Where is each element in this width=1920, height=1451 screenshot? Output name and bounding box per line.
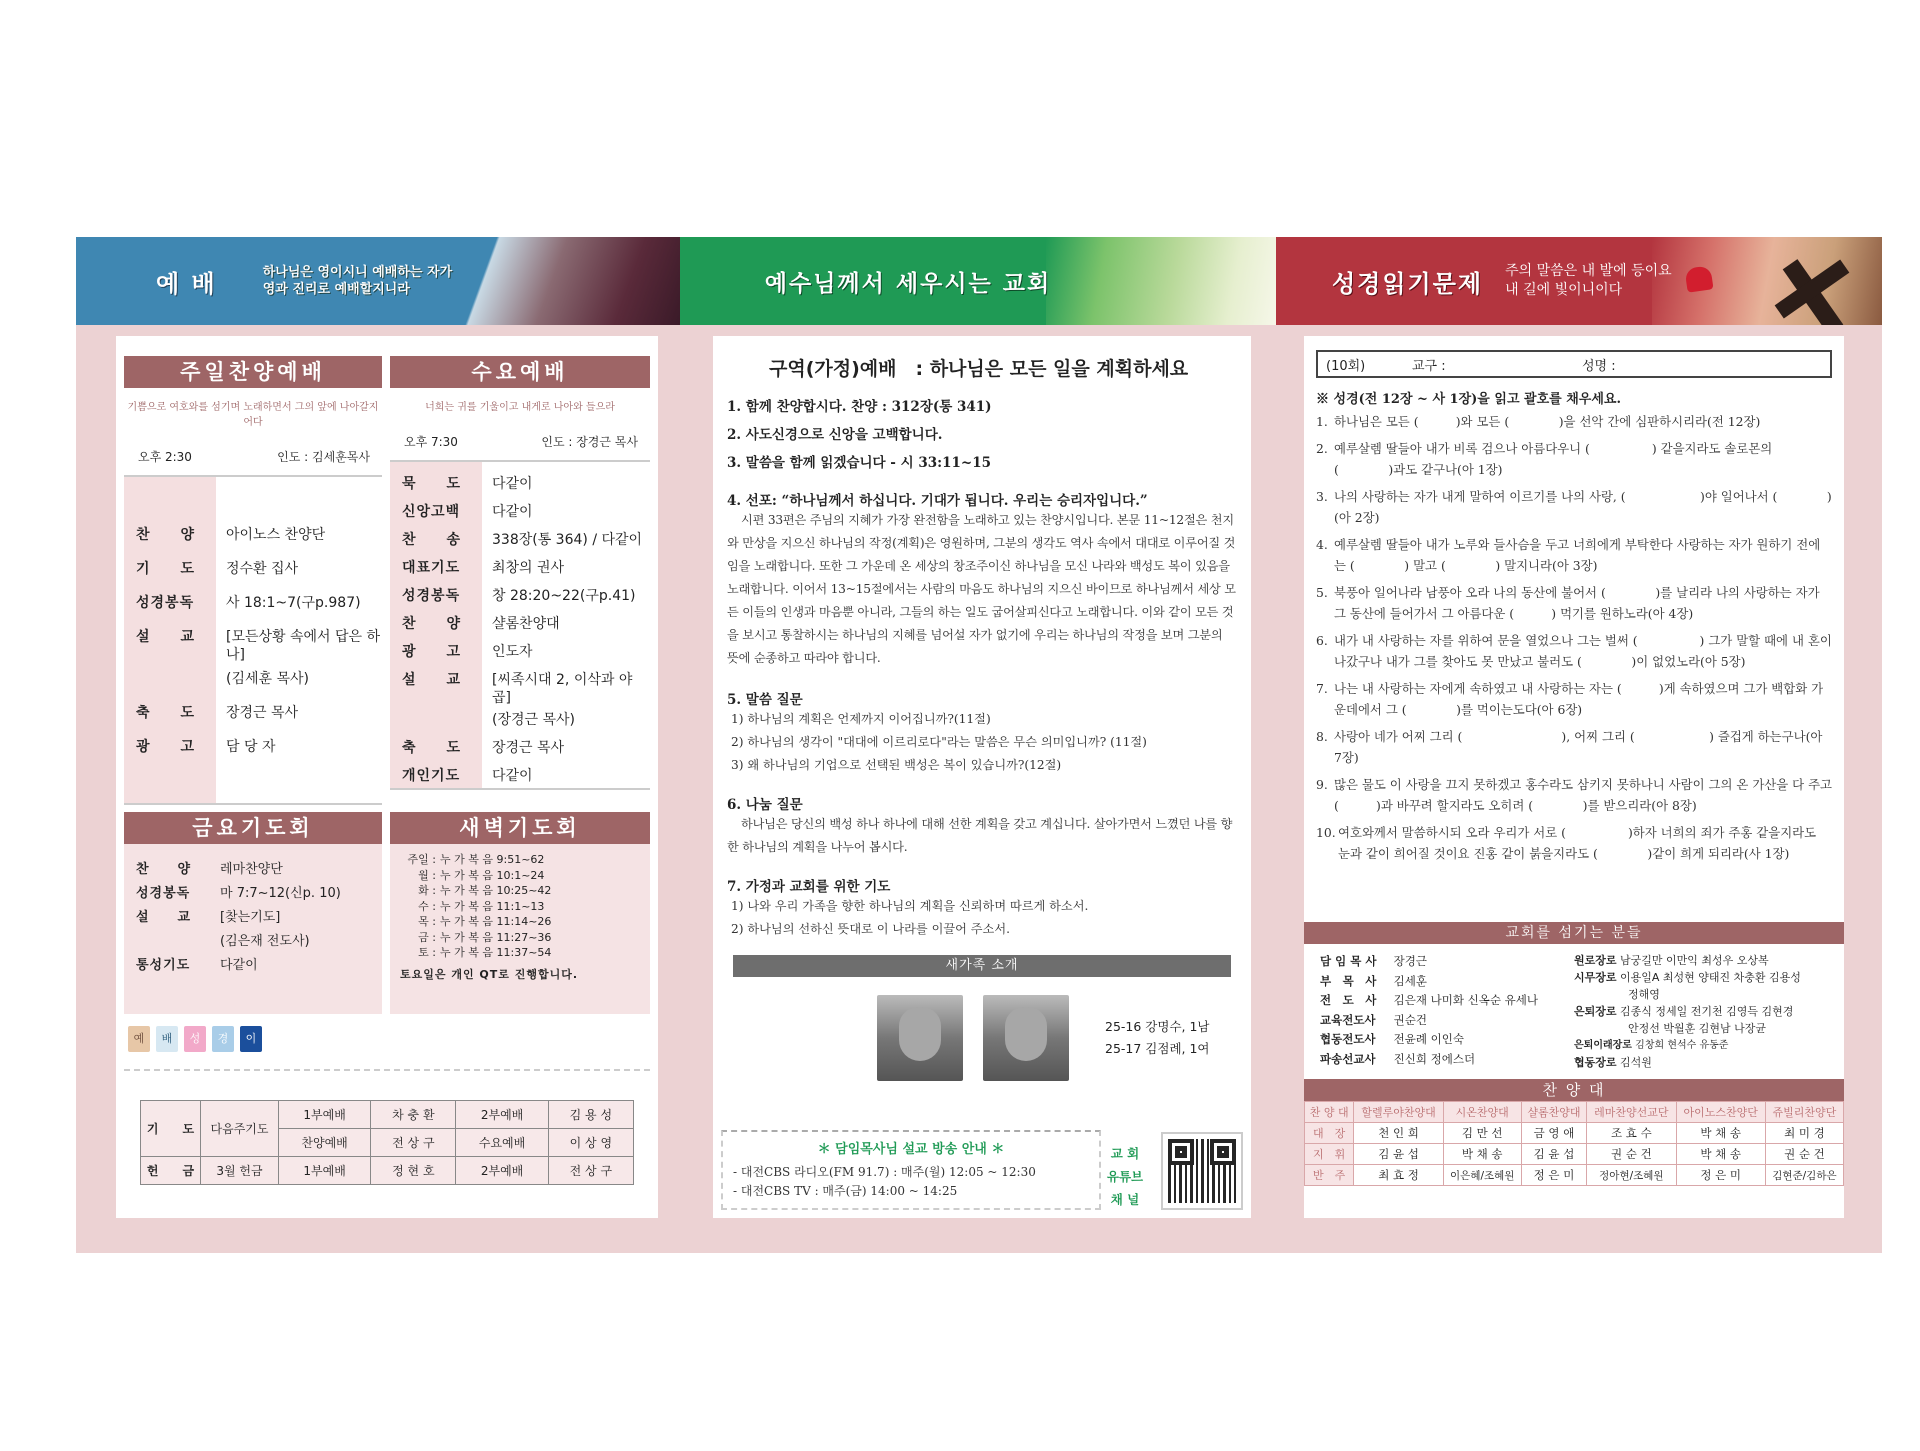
quiz-questions	[1316, 411, 1832, 864]
order-row: 찬 양 아이노스 찬양단	[136, 527, 326, 543]
sunday-order	[124, 475, 382, 805]
sharing-text: 하나님은 당신의 백성 하나 하나에 대해 선한 계획을 갖고 계십니다. 살아가면서 느꼈던 나를 향한 하나님의 계획을 나누어 봅시다.	[727, 817, 1233, 854]
choir-header-row: 찬 양 대 할렐루야찬양대 시온찬양대 샬롬찬양대 레마찬양선교단 아이노스찬양단 쥬빌리찬양단	[1305, 1102, 1844, 1123]
staff-section	[1304, 922, 1844, 1186]
cell-sermon: 시편 33편은 주님의 지혜가 가장 완전함을 노래하고 있는 찬양시입니다. 본문 11~12절은 천지와 만상을 지으신 하나님의 작정(계획)은 영원하며, 그분의 생각도 역사 속에서 대대로 이루어질 것임을 노래합니다. 또한 그 가운데 온 세상의 창조주이신 하나님을 모신 나라와 백성도 복이 있음을 노래합니다. 이어서 13~15절에서는 사람의 마음도 하나님의 지으신 바이므로 하나님께서 세상 모든 이들의 인생과 마음뿐 아니라, 그들의 하는 일도 굽어살피신다고 노래합니다. 이와 같이 모든 것을 보시고 통찰하시는 하나님의 지혜를 넘어설 자가 없기에 우리는 하나님의 작정을 보며 그분의 뜻에 순종하고 따라야 합니다.	[727, 513, 1236, 665]
bible-banner	[1276, 237, 1882, 325]
staff-row: 교육전도사 권순건	[1320, 1012, 1427, 1027]
youtube-label-1: 교 회	[1110, 1146, 1140, 1161]
staff-row: 안정선 박월훈 김현남 나장균	[1628, 1022, 1767, 1035]
staff-row: 부 목 사 김세훈	[1320, 973, 1427, 988]
cell-title: 구역(가정)예배 : 하나님은 모든 일을 계획하세요	[769, 358, 1189, 380]
quiz-item: 7. 나는 내 사랑하는 자에게 속하였고 내 사랑하는 자는 ( )게 속하였으며 그가 백합화 가운데에서 그 ( )를 먹이는도다(아 6장)	[1316, 681, 1824, 717]
broadcast-tv: - 대전CBS TV : 매주(금) 14:00 ~ 14:25	[733, 1184, 958, 1198]
dawn-row: 금 : 누 가 복 음 11:27~36	[418, 930, 552, 944]
quiz-district-field[interactable]: 교구 :	[1412, 358, 1446, 374]
order-row: 신앙고백 다같이	[402, 504, 533, 520]
dawn-row: 수 : 누 가 복 음 11:1~13	[418, 899, 545, 913]
order-row: 성경봉독 사 18:1~7(구p.987)	[136, 595, 361, 611]
choir-row: 반 주 최 효 정 이은혜/조혜원 정 은 미 정아현/조혜원 정 은 미 김현준/김하은	[1305, 1165, 1844, 1186]
order-row: 설 교 [씨족시대 2, 이삭과 야곱]	[402, 672, 633, 706]
sunday-verse: 기쁨으로 여호와를 섬기며 노래하면서 그의 앞에 나아갈지어다	[127, 402, 379, 428]
order-row: 성경봉독 창 28:20~22(구p.41)	[402, 588, 636, 604]
tag-3: 성	[184, 1026, 206, 1052]
quiz-item: 9. 많은 물도 이 사랑을 끄지 못하겠고 홍수라도 삼키지 못하나니 사람이 그의 온 가산을 다 주고 ( )과 바꾸려 할지라도 오히려 ( )를 받으리라(아 8장)	[1316, 777, 1833, 813]
sunday-title: 주일찬양예배	[124, 356, 382, 388]
staff-row: 담 임 목 사 장경근	[1320, 954, 1427, 968]
bulletin-sheet	[76, 237, 1882, 1253]
order-row: 찬 양 레마찬양단	[136, 862, 283, 877]
order-row: 개인기도 다같이	[402, 768, 533, 784]
order-row: 광 고 인도자	[402, 644, 533, 660]
staff-row: 협동전도사 전윤례 이인숙	[1320, 1032, 1464, 1046]
worship-subtitle-line-2: 영과 진리로 예배할지니라	[262, 282, 410, 297]
newfamily-photos	[877, 995, 1251, 1081]
order-row: 대표기도 최창의 권사	[402, 560, 565, 576]
dawn-prayer	[390, 812, 650, 1014]
staff-title: 교회를 섬기는 분들	[1304, 922, 1844, 944]
quiz-item: 5. 북풍아 일어나라 남풍아 오라 나의 동산에 불어서 ( )를 날리라 나의 사랑하는 자가 그 동산에 들어가서 그 아름다운 ( ) 먹기를 원하노라(아 4장)	[1316, 585, 1820, 621]
worship-tags	[128, 1026, 262, 1052]
dawn-row: 월 : 누 가 복 음 10:1~24	[418, 868, 545, 882]
dawn-row: 토 : 누 가 복 음 11:37~54	[418, 946, 552, 959]
quiz-name-box	[1316, 350, 1832, 378]
church-banner	[680, 237, 1276, 325]
order-row: 광 고 담 당 자	[136, 739, 276, 755]
cell-item-7: 7. 가정과 교회를 위한 기도	[727, 879, 891, 895]
order-row: (장경근 목사)	[492, 712, 575, 728]
bible-quiz-panel	[1304, 336, 1844, 1218]
duty-row: 헌 금 3월 헌금 1부예배 정 현 호 2부예배 전 상 구	[141, 1157, 634, 1185]
sunday-service	[124, 356, 382, 805]
quiz-item: 3. 나의 사랑하는 자가 내게 말하여 이르기를 나의 사랑, ( )야 일어나서 ( )(아 2장)	[1316, 489, 1832, 525]
worship-banner-subtitle	[263, 264, 452, 298]
wednesday-leader: 인도 : 장경근 목사	[541, 435, 638, 449]
order-row: 묵 도 다같이	[402, 476, 533, 492]
quiz-item: 6. 내가 내 사랑하는 자를 위하여 문을 열었으나 그는 벌써 ( ) 그가 말할 때에 내 혼이 나갔구나 내가 그를 찾아도 못 만났고 불러도 ( )이 없었노라(아 5장)	[1316, 633, 1832, 669]
tag-2: 배	[156, 1026, 178, 1052]
cell-item-4: 4. 선포: “하나님께서 하십니다. 기대가 됩니다. 우리는 승리자입니다.”	[727, 493, 1148, 509]
staff-row: 협동장로 김석원	[1574, 1056, 1652, 1069]
friday-title: 금요기도회	[124, 812, 382, 844]
quiz-item: 10. 여호와께서 말씀하시되 오라 우리가 서로 ( )하자 너희의 죄가 주홍 같을지라도 눈과 같이 희어질 것이요 진홍 같이 붉을지라도 ( )같이 희게 되리라(사 1장)	[1316, 825, 1817, 861]
question-3: 3) 왜 하나님의 기업으로 선택된 백성은 복이 있습니까?(12절)	[731, 758, 1062, 772]
quiz-item: 8. 사랑아 네가 어찌 그리 ( ), 어찌 그리 ( ) 즐겁게 하는구나(아 7장)	[1316, 729, 1823, 765]
staff-right	[1574, 952, 1801, 1071]
quiz-round: (10회)	[1326, 358, 1366, 374]
tag-1: 예	[128, 1026, 150, 1052]
sunday-time: 오후 2:30	[138, 450, 192, 464]
staff-row: 시무장로 이용일A 최성현 양태진 차충환 김용성	[1574, 971, 1801, 984]
tag-5: 이	[240, 1026, 262, 1052]
quiz-item: 2. 예루살렘 딸들아 내가 비록 검으나 아름다우니 ( ) 같을지라도 솔로몬의 ( )과도 같구나(아 1장)	[1316, 441, 1773, 477]
order-row: 성경봉독 마 7:7~12(신p. 10)	[136, 886, 341, 901]
broadcast-box	[721, 1130, 1101, 1210]
order-row: 찬 양 샬롬찬양대	[402, 616, 560, 632]
youtube-label	[1105, 1142, 1145, 1211]
youtube-label-2: 유튜브	[1106, 1169, 1144, 1184]
broadcast-radio: - 대전CBS 라디오(FM 91.7) : 매주(월) 12:05 ~ 12:30	[733, 1165, 1036, 1179]
dawn-row: 화 : 누 가 복 음 10:25~42	[418, 884, 552, 897]
staff-row: 정해영	[1628, 988, 1660, 1001]
qr-pattern-icon	[1168, 1139, 1236, 1203]
cell-item-3: 3. 말씀을 함께 읽겠습니다 - 시 33:11~15	[727, 455, 992, 471]
wednesday-order	[390, 460, 650, 790]
bible-subtitle-line-1: 주의 말씀은 내 발에 등이요	[1505, 263, 1672, 279]
newfamily-member-2: 25-17 김점례, 1여	[1105, 1041, 1210, 1056]
worship-banner-title: 예 배	[156, 269, 217, 298]
cell-worship-panel	[713, 336, 1251, 1218]
cell-item-1: 1. 함께 찬양합시다. 찬양 : 312장(통 341)	[727, 399, 992, 415]
question-1: 1) 하나님의 계획은 언제까지 이어집니까?(11절)	[731, 712, 991, 726]
cell-item-6: 6. 나눔 질문	[727, 797, 803, 813]
wednesday-title: 수요예배	[390, 356, 650, 388]
quiz-item: 1. 하나님은 모든 ( )와 모든 ( )을 선악 간에 심판하시리라(전 12장)	[1316, 414, 1761, 429]
order-row: 축 도 장경근 목사	[136, 705, 299, 721]
newfamily-photo-1	[877, 995, 963, 1081]
wednesday-verse: 너희는 귀를 기울이고 내게로 나아와 들으라	[425, 402, 615, 413]
wednesday-time-line	[404, 433, 638, 450]
order-row: (김은재 전도사)	[220, 934, 310, 949]
sunday-leader: 인도 : 김세훈목사	[277, 450, 370, 464]
wednesday-service	[390, 356, 650, 790]
order-row: 축 도 장경근 목사	[402, 740, 565, 756]
quiz-intro: ※ 성경(전 12장 ~ 사 1장)을 읽고 괄호를 채우세요.	[1316, 392, 1621, 407]
wednesday-time: 오후 7:30	[404, 435, 458, 449]
choir-row: 대 장 천 인 희 김 만 선 금 영 애 조 효 수 박 채 송 최 미 경	[1305, 1123, 1844, 1144]
bible-banner-title: 성경읽기문제	[1332, 269, 1484, 298]
quiz-name-field[interactable]: 성명 :	[1582, 358, 1616, 374]
dawn-title: 새벽기도회	[390, 812, 650, 844]
dawn-note: 토요일은 개인 QT로 진행합니다.	[400, 967, 579, 981]
dawn-readings	[390, 844, 650, 982]
prayer-1: 1) 나와 우리 가족을 향한 하나님의 계획을 신뢰하며 따르게 하소서.	[731, 899, 1089, 913]
worship-banner	[76, 237, 680, 325]
worship-panel	[116, 336, 658, 1218]
meadow-photo	[1046, 237, 1276, 325]
staff-list	[1304, 944, 1844, 1075]
dawn-row: 목 : 누 가 복 음 11:14~26	[418, 915, 552, 928]
order-row: 찬 송 338장(통 364) / 다같이	[402, 532, 643, 548]
order-row: 설 교 [모든상황 속에서 답은 하나]	[136, 629, 381, 663]
quiz-item: 4. 예루살렘 딸들아 내가 노루와 들사슴을 두고 너희에게 부탁한다 사랑하는 자가 원하기 전에는 ( ) 말고 ( ) 말지니라(아 3장)	[1316, 537, 1821, 573]
staff-row: 원로장로 남궁길만 이만익 최성우 오상복	[1574, 954, 1769, 967]
order-row: 통성기도 다같이	[136, 958, 258, 973]
sunday-time-line	[138, 448, 370, 465]
order-row: (김세훈 목사)	[226, 671, 309, 687]
staff-left	[1320, 952, 1574, 1071]
staff-row: 은퇴이래장로 김창희 현석수 유동준	[1574, 1040, 1729, 1051]
bible-banner-subtitle	[1505, 262, 1672, 300]
newfamily-names	[1089, 1016, 1210, 1060]
choir-title: 찬 양 대	[1304, 1079, 1844, 1101]
dawn-row: 주일 : 누 가 복 음 9:51~62	[407, 853, 545, 866]
duty-row: 찬양예배 전 상 구 수요예배 이 상 영	[141, 1129, 634, 1157]
staff-row: 은퇴장로 김종식 정세일 전기천 김영득 김현경	[1574, 1005, 1794, 1018]
dashed-divider	[124, 1069, 650, 1071]
prayer-2: 2) 하나님의 선하신 뜻대로 이 나라를 이끌어 주소서.	[731, 922, 1010, 936]
friday-prayer	[124, 812, 382, 1014]
tag-4: 경	[212, 1026, 234, 1052]
choir-row: 지 휘 김 윤 섭 박 채 송 김 윤 섭 권 순 건 박 채 송 권 순 건	[1305, 1144, 1844, 1165]
cell-items-top	[713, 393, 1251, 477]
newfamily-member-1: 25-16 강명수, 1남	[1105, 1019, 1210, 1034]
youtube-label-3: 채 널	[1110, 1192, 1140, 1207]
choir-table	[1304, 1101, 1844, 1186]
order-row: 설 교 [찾는기도]	[136, 910, 281, 925]
praying-hands-photo	[450, 237, 680, 325]
bible-subtitle-line-2: 내 길에 빛이니이다	[1505, 282, 1623, 298]
staff-row: 파송선교사 진신희 정에스더	[1320, 1051, 1476, 1066]
friday-order	[124, 844, 382, 978]
newfamily-title: 새가족 소개	[733, 955, 1231, 977]
duty-row: 기 도 다음주기도 1부예배 차 충 환 2부예배 김 용 성	[141, 1101, 634, 1129]
worship-subtitle-line-1: 하나님은 영이시니 예배하는 자가	[262, 265, 453, 280]
cell-item-2: 2. 사도신경으로 신앙을 고백합니다.	[727, 427, 943, 443]
staff-row: 전 도 사 김은재 나미화 신옥순 유세나	[1320, 993, 1538, 1007]
broadcast-title: ＊ 담임목사님 설교 방송 안내 ＊	[817, 1142, 1005, 1157]
order-row: 기 도 정수환 집사	[136, 561, 299, 577]
question-2: 2) 하나님의 생각이 "대대에 이르리로다"라는 말씀은 무슨 의미입니까? (11절)	[731, 735, 1147, 749]
cell-item-5: 5. 말씀 질문	[727, 692, 803, 708]
church-banner-title: 예수님께서 세우시는 교회	[764, 270, 1052, 297]
youtube-qr-code[interactable]	[1161, 1132, 1243, 1210]
duty-table	[140, 1100, 634, 1185]
newfamily-photo-2	[983, 995, 1069, 1081]
